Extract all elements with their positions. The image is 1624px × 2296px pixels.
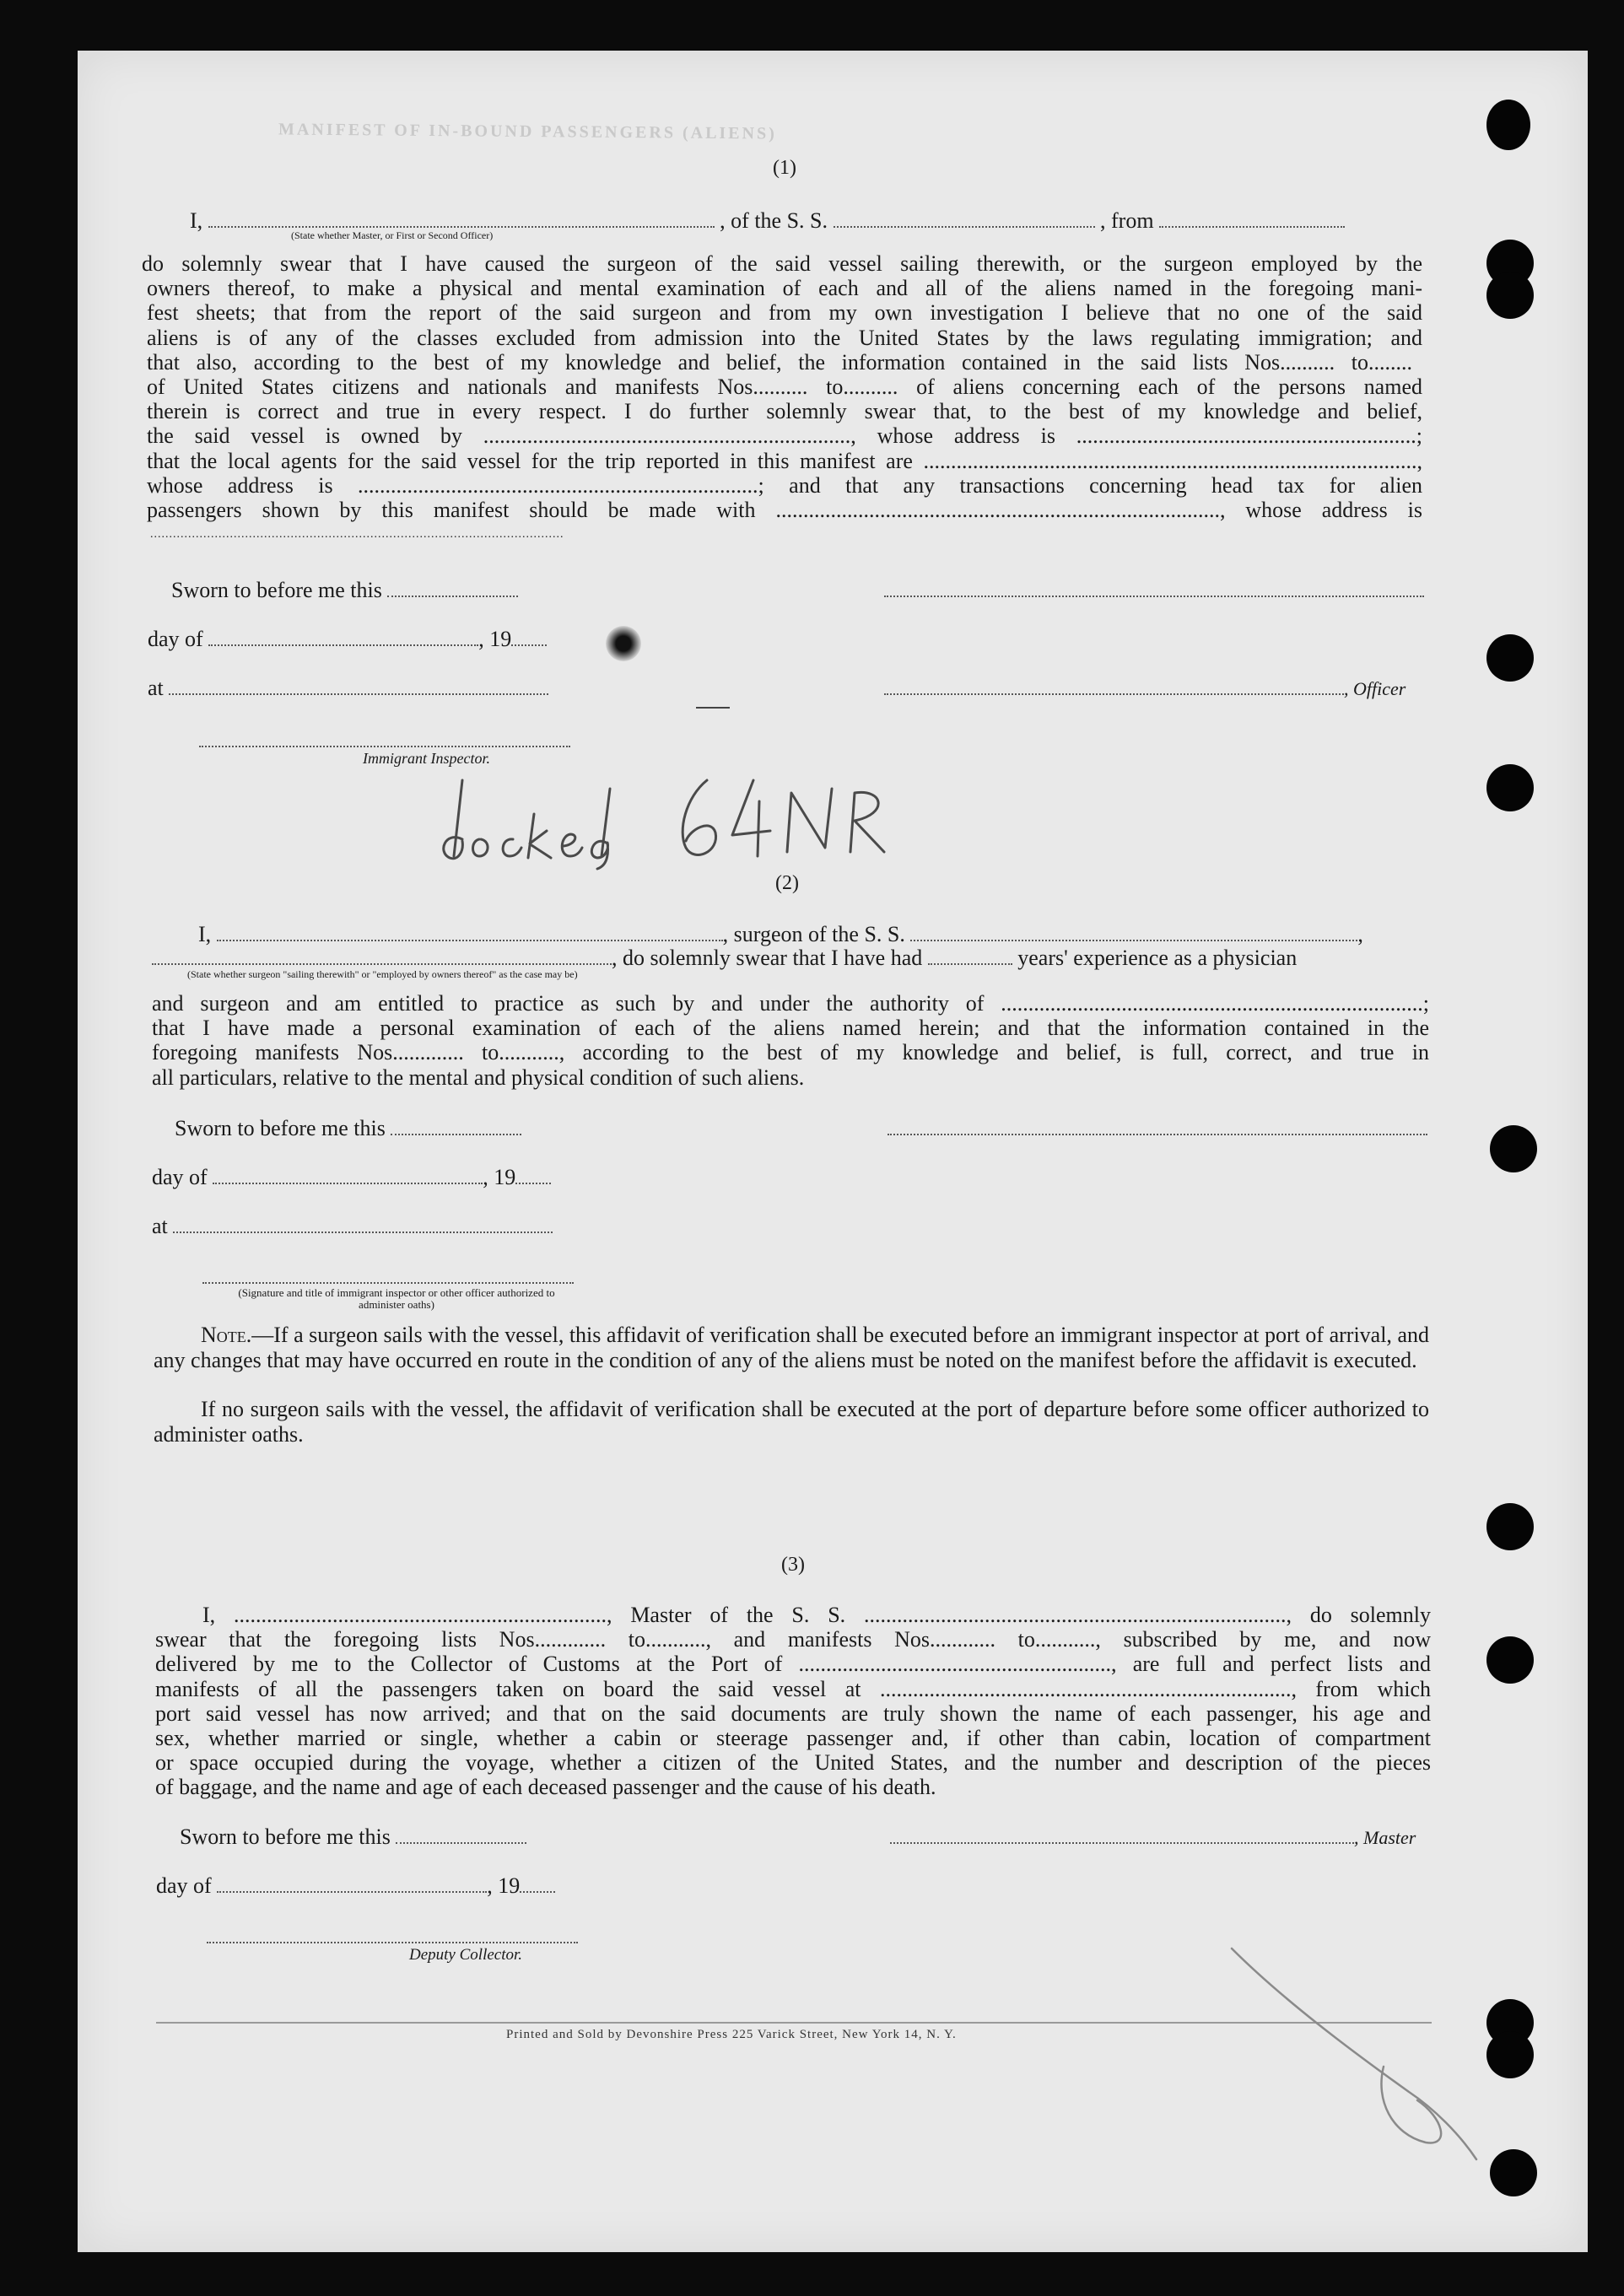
- body-line: fest sheets; that from the report of the said surgeon and from my own investigation I believe that no one of the said: [147, 300, 1422, 326]
- year-field[interactable]: [511, 626, 547, 646]
- printer-credit: Printed and Sold by Devonshire Press 225 Varick Street, New York 14, N. Y.: [506, 2028, 957, 2041]
- officer-rank-note: (State whether Master, or First or Second Officer): [291, 229, 494, 241]
- body-line: passengers shown by this manifest should be made with ................................................................................., whose address is: [147, 498, 1422, 523]
- sworn-date-field[interactable]: [387, 577, 518, 597]
- body-line: that the local agents for the said vessel for the trip reported in this manifest are ..........................................................................................,: [147, 448, 1422, 473]
- binder-hole: [1490, 1125, 1537, 1172]
- section1-body: [142, 251, 1422, 547]
- binder-hole: [1486, 100, 1530, 150]
- surgeon-name-field[interactable]: [217, 921, 723, 941]
- body-line: swear that the foregoing lists Nos............. to..........., and manifests Nos............ to..........., subscribed by me, and now: [155, 1627, 1431, 1652]
- from-port-field[interactable]: [1159, 208, 1345, 228]
- note-paragraph-2: If no surgeon sails with the vessel, the affidavit of verification shall be executed at the port of departure before some officer authorized to administer oaths.: [154, 1397, 1429, 1447]
- note-label: Note.: [201, 1323, 252, 1347]
- officer-signature-line[interactable]: [884, 577, 1424, 603]
- officer-sign-field[interactable]: [884, 675, 1344, 695]
- body-line: all particulars, relative to the mental and physical condition of such aliens.: [152, 1064, 805, 1090]
- section-number: (1): [773, 157, 796, 179]
- binder-hole: [1486, 1503, 1534, 1550]
- binder-hole: [1486, 634, 1534, 682]
- surgeon-line: I, , surgeon of the S. S. ,: [198, 922, 1363, 946]
- day-of-field[interactable]: [217, 1873, 487, 1893]
- short-dash: [696, 707, 730, 709]
- section2-body: [152, 991, 1429, 1091]
- body-line: whose address is .........................................................................; and that any transactions concerning head tax for alien: [147, 472, 1422, 498]
- sworn-line: Sworn to before me this: [175, 1115, 521, 1141]
- body-line: or space occupied during the voyage, whether a citizen of the United States, and the number and description of the pieces: [155, 1750, 1431, 1776]
- handwritten-note: [429, 763, 952, 873]
- day-of-field[interactable]: [208, 626, 478, 646]
- body-line: I, ...................................................................., Master of the S. S. ............................................................................., do solemnly: [202, 1603, 1431, 1627]
- sworn-line: Sworn to before me this: [171, 577, 518, 603]
- binder-hole: [1486, 764, 1534, 811]
- year-field[interactable]: [515, 1164, 551, 1184]
- officer-name-field[interactable]: [208, 208, 715, 228]
- at-field[interactable]: [169, 675, 548, 695]
- body-line: and surgeon and am entitled to practice as such by and under the authority of .............................................................................;: [152, 991, 1429, 1016]
- body-line: delivered by me to the Collector of Customs at the Port of ........................................................., are full and perfect lists and: [155, 1652, 1431, 1677]
- body-line: the said vessel is owned by ..................................................................., whose address is ..............................................................;: [147, 423, 1422, 449]
- day-of-line: day of , 19: [148, 626, 547, 652]
- sworn-date-field[interactable]: [396, 1824, 526, 1844]
- signature-title-note: (Signature and title of immigrant inspector or other officer authorized to administer oaths): [238, 1286, 555, 1311]
- section-number: (2): [775, 872, 799, 894]
- body-line: .............................................................................................................: [150, 528, 564, 542]
- inspector-label: Immigrant Inspector.: [363, 750, 490, 767]
- section3-body: [155, 1603, 1431, 1800]
- surgeon-signature-line[interactable]: [888, 1115, 1427, 1141]
- surgeon-vessel-field[interactable]: [910, 921, 1357, 941]
- body-line: do solemnly swear that I have caused the surgeon of the said vessel sailing therewith, or the surgeon employed by the: [142, 251, 1422, 276]
- handwriting-text: [429, 763, 434, 764]
- sworn-line: Sworn to before me this: [180, 1824, 526, 1850]
- section-number: (3): [781, 1554, 805, 1576]
- pencil-mark: [1215, 1932, 1502, 2185]
- surgeon-type-note: (State whether surgeon "sailing therewith" or "employed by owners thereof" as the case may be): [187, 968, 578, 980]
- body-line: of United States citizens and nationals and manifests Nos.......... to.......... of aliens concerning each of the persons named: [147, 375, 1422, 400]
- at-line: at: [152, 1213, 553, 1239]
- master-signature-line: , Master: [890, 1824, 1416, 1851]
- sworn-date-field[interactable]: [391, 1115, 521, 1135]
- officer-line: I, , of the S. S. , from: [190, 208, 1345, 234]
- year-field[interactable]: [520, 1873, 555, 1893]
- body-line: of baggage, and the name and age of each deceased passenger and the cause of his death.: [155, 1775, 936, 1800]
- officer-line-sign: , Officer: [884, 675, 1405, 702]
- day-of-line: day of , 19: [156, 1873, 555, 1899]
- binder-hole: [1486, 272, 1534, 319]
- body-line: manifests of all the passengers taken on board the said vessel at ..........................................................................., from which: [155, 1676, 1431, 1701]
- at-line: at: [148, 675, 548, 701]
- master-sign-field[interactable]: [890, 1824, 1354, 1844]
- body-line: that I have made a personal examination of each of the aliens named herein; and that the information contained in the: [152, 1016, 1429, 1041]
- day-of-line: day of , 19: [152, 1164, 551, 1190]
- ink-blot: [606, 626, 641, 661]
- day-of-field[interactable]: [213, 1164, 483, 1184]
- collector-label: Deputy Collector.: [409, 1946, 523, 1964]
- body-line: port said vessel has now arrived; and that on the said documents are truly shown the name of each passenger, his age and: [155, 1700, 1431, 1726]
- surgeon-type-field[interactable]: [152, 945, 612, 965]
- body-line: aliens is of any of the classes excluded from admission into the United States by the laws regulating immigration; and: [147, 325, 1422, 350]
- body-line: foregoing manifests Nos............. to..........., according to the best of my knowledge and belief, is full, correct, and true in: [152, 1040, 1429, 1065]
- at-field[interactable]: [173, 1213, 553, 1233]
- vessel-name-field[interactable]: [834, 208, 1095, 228]
- body-line: therein is correct and true in every respect. I do further solemnly swear that, to the best of my knowledge and belief,: [147, 399, 1422, 424]
- note-paragraph: Note.—If a surgeon sails with the vessel, this affidavit of verification shall be executed before an immigrant inspector at port of arrival, and any changes that may have occurred en route in the condition of any of the aliens must be noted on the manifest before the affidavit is executed.: [154, 1323, 1429, 1372]
- years-field[interactable]: [928, 945, 1012, 965]
- bleed-through-header: MANIFEST OF IN-BOUND PASSENGERS (ALIENS): [278, 120, 777, 143]
- binder-hole: [1486, 1636, 1534, 1684]
- body-line: owners thereof, to make a physical and mental examination of each and all of the aliens named in the foregoing mani-: [147, 276, 1422, 301]
- surgeon-line-2: , do solemnly swear that I have had years' experience as a physician: [152, 945, 1297, 971]
- body-line: sex, whether married or single, whether a cabin or steerage passenger and, if other than cabin, location of compartment: [155, 1726, 1431, 1751]
- body-line: that also, according to the best of my knowledge and belief, the information contained in the said lists Nos.......... to........: [147, 349, 1412, 375]
